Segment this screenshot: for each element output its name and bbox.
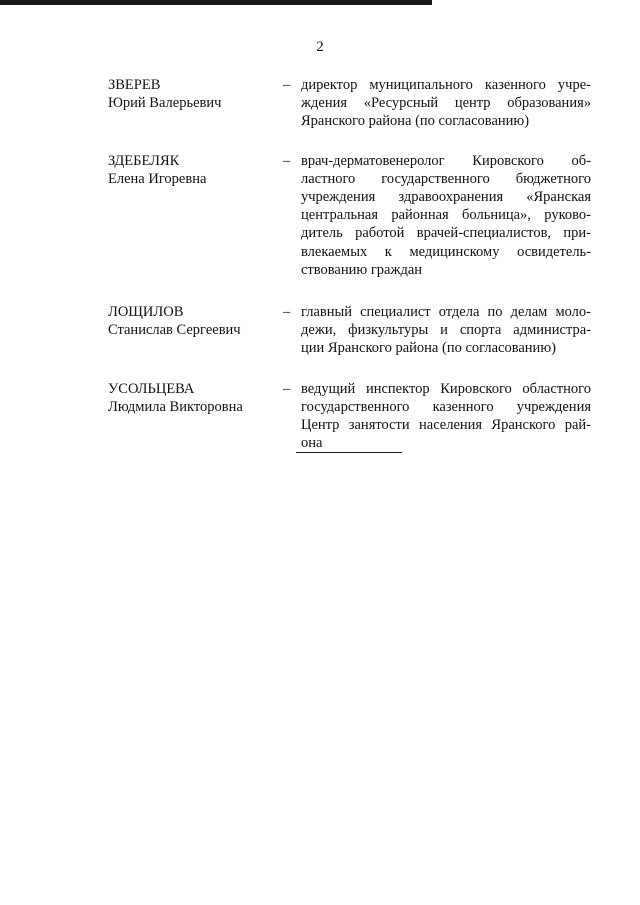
top-border-rule	[0, 0, 432, 5]
role-line: врач-дерматовенеролог Кировского об-	[301, 152, 591, 169]
role-line: государственного казенного учреждения	[301, 398, 591, 415]
member-given-name: Елена Игоревна	[108, 170, 207, 187]
member-name	[108, 152, 283, 279]
role-line: центральная районная больница», руково-	[301, 207, 591, 224]
separator-dash: –	[283, 380, 291, 397]
separator-dash: –	[283, 304, 291, 321]
member-name	[108, 380, 283, 453]
member-role	[301, 152, 591, 279]
role-line: ведущий инспектор Кировского областного	[301, 380, 591, 397]
member-name	[108, 303, 283, 358]
member-surname: ЛОЩИЛОВ	[108, 304, 184, 321]
member-entry	[108, 380, 596, 453]
role-line: влекаемых к медицинскому освидетель-	[301, 243, 591, 260]
member-role	[301, 76, 591, 131]
member-given-name: Юрий Валерьевич	[108, 95, 222, 112]
page-number: 2	[316, 39, 324, 55]
role-line: Центр занятости населения Яранского рай-	[301, 417, 591, 434]
member-list	[108, 76, 596, 474]
role-line: учреждения здравоохранения «Яранская	[301, 189, 591, 206]
role-line: ластного государственного бюджетного	[301, 170, 591, 187]
role-line: ции Яранского района (по согласованию)	[301, 340, 556, 357]
closing-rule	[296, 452, 402, 453]
separator-dash: –	[283, 152, 291, 169]
member-surname: ЗДЕБЕЛЯК	[108, 152, 180, 169]
role-line: дежи, физкультуры и спорта администра-	[301, 322, 591, 339]
role-line: она	[301, 435, 323, 452]
member-given-name: Станислав Сергеевич	[108, 322, 241, 339]
role-line: директор муниципального казенного учре-	[301, 77, 591, 93]
member-surname: УСОЛЬЦЕВА	[108, 380, 195, 397]
member-entry	[108, 76, 596, 131]
role-line: ствованию граждан	[301, 261, 423, 278]
member-entry	[108, 303, 596, 358]
member-name	[108, 76, 283, 131]
member-role	[301, 303, 591, 358]
role-line: ждения «Ресурсный центр образования»	[301, 95, 591, 112]
role-line: дитель работой врачей-специалистов, при-	[301, 225, 591, 242]
member-given-name: Людмила Викторовна	[108, 398, 243, 415]
role-line: Яранского района (по согласованию)	[301, 113, 530, 130]
separator-dash: –	[283, 77, 291, 93]
role-line: главный специалист отдела по делам моло-	[301, 304, 591, 321]
member-surname: ЗВЕРЕВ	[108, 77, 161, 93]
member-entry	[108, 152, 596, 279]
member-role	[301, 380, 591, 453]
